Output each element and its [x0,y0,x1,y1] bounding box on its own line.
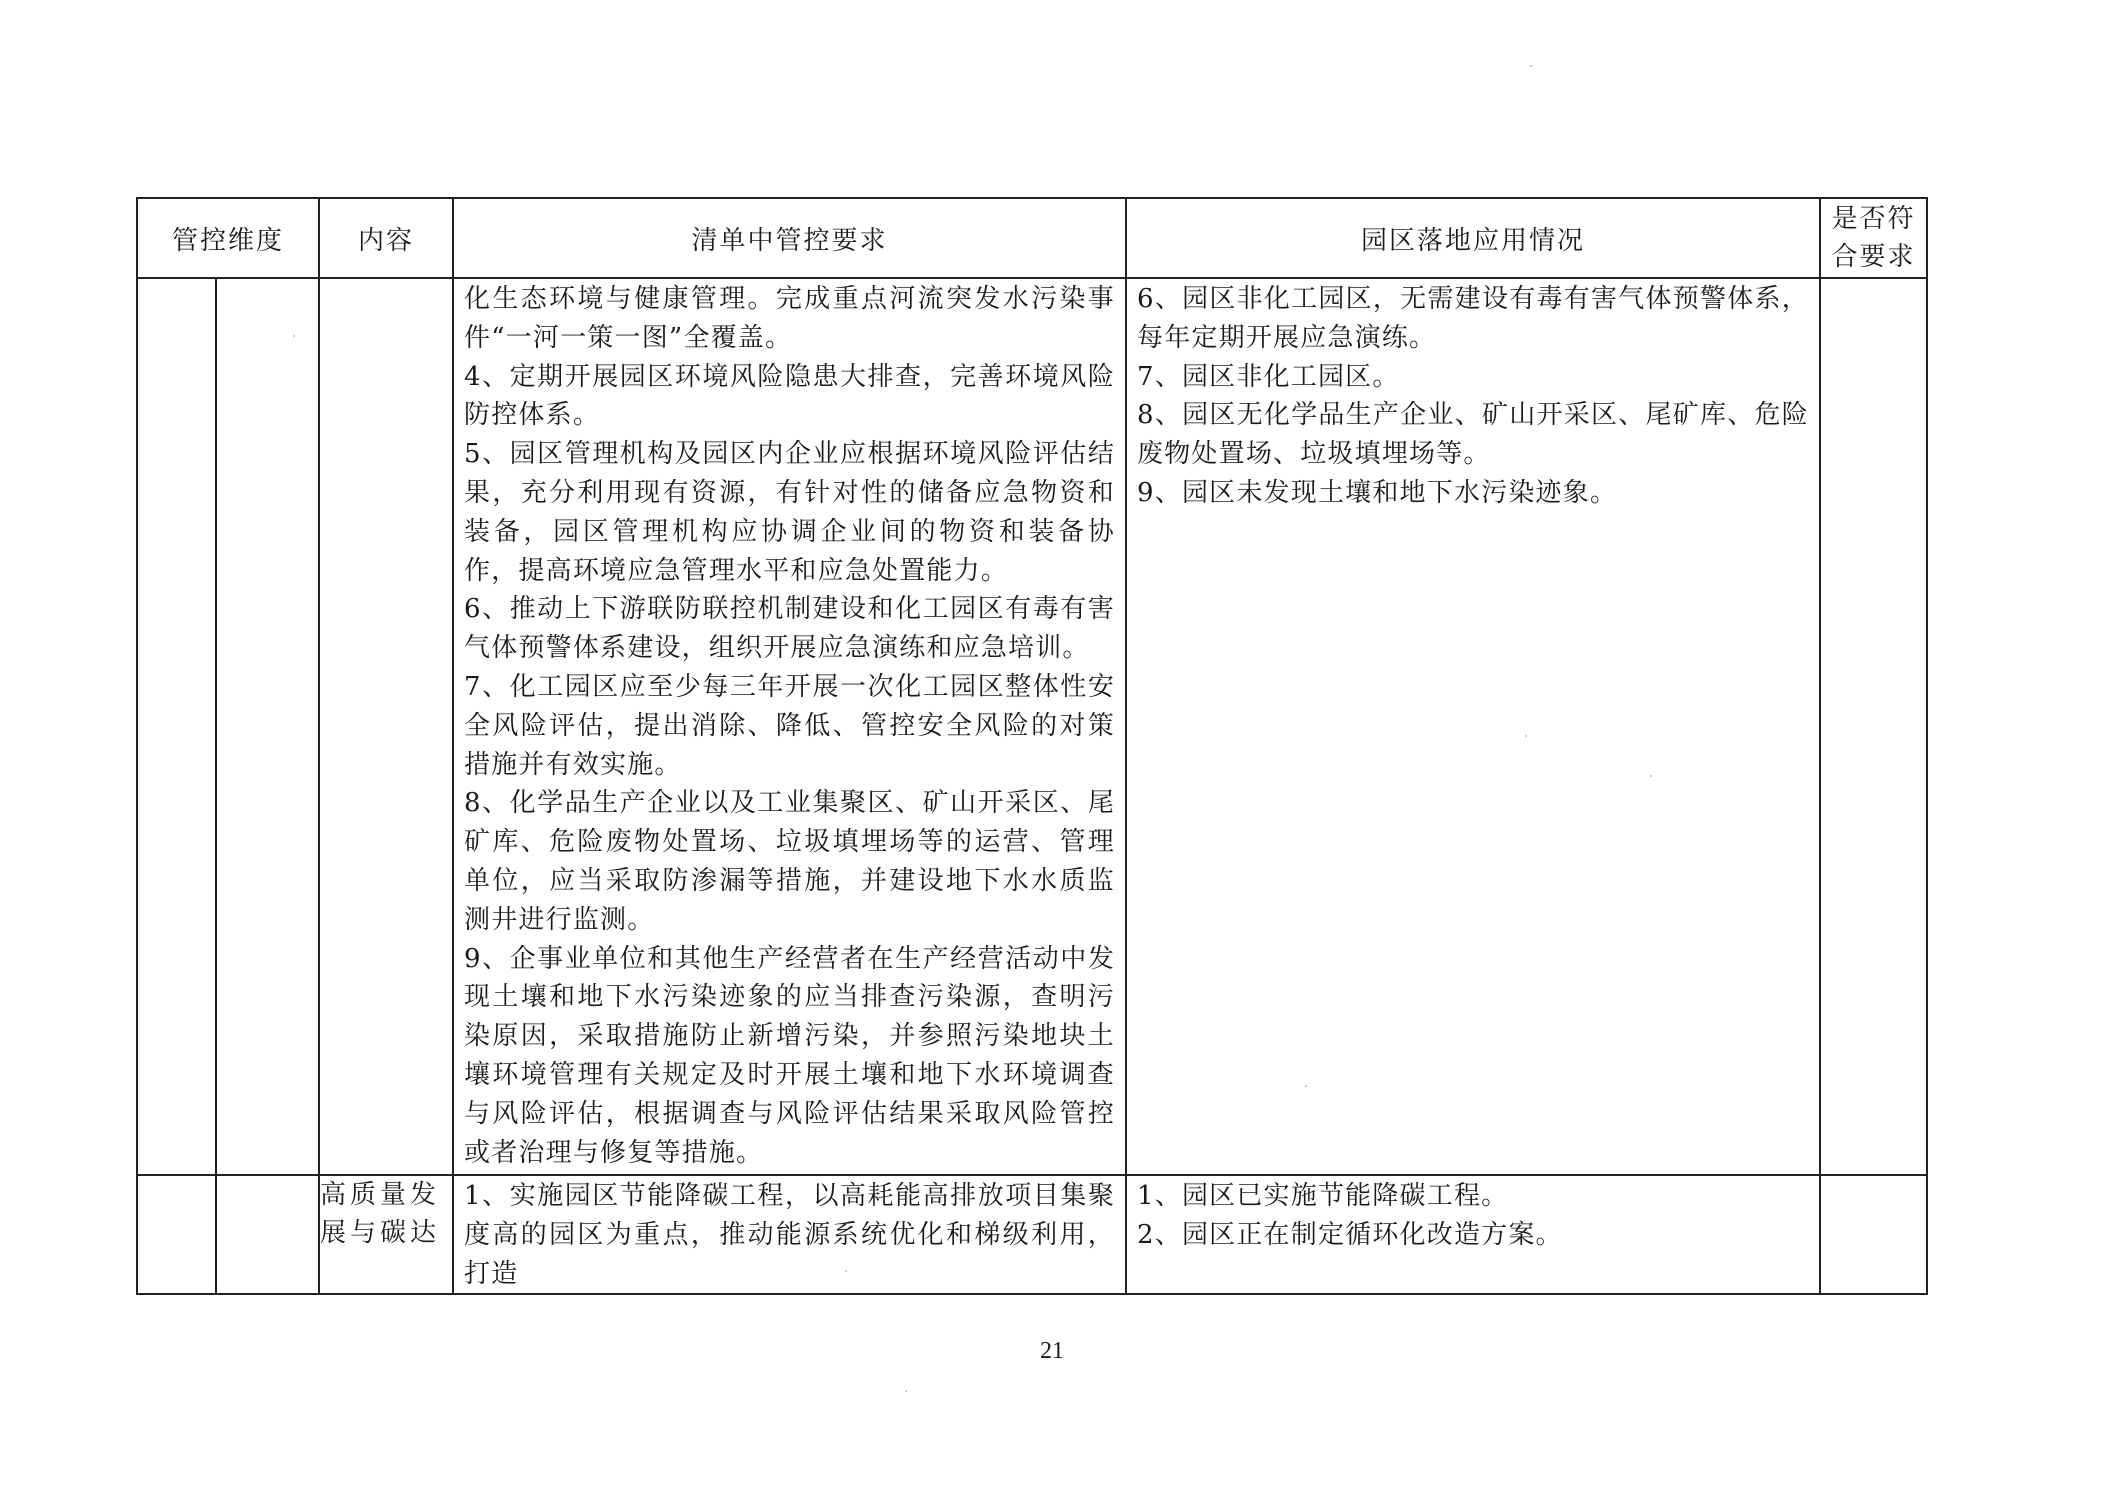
requirements-cell [453,278,1126,1175]
header-content: 内容 [319,198,453,278]
header-application: 园区落地应用情况 [1126,198,1820,278]
scan-speck [1525,735,1527,737]
header-conformity-line2: 合要求 [1831,242,1916,272]
requirement-item: 1、实施园区节能降碳工程，以高耗能高排放项目集聚度高的园区为重点，推动能源系统优化和梯级利用，打造 [464,1181,1116,1289]
requirements-cell [453,1175,1126,1294]
header-dimension: 管控维度 [137,198,319,278]
content-cell: 高质量发展与碳达 [319,1175,453,1294]
content-cell [319,278,453,1175]
requirement-item: 化生态环境与健康管理。完成重点河流突发水污染事件“一河一策一图”全覆盖。 [464,284,1116,353]
header-row [137,198,1927,278]
sub-dimension-cell [216,278,319,1175]
application-item: 8、园区无化学品生产企业、矿山开采区、尾矿库、危险废物处置场、垃圾填埋场等。 [1137,400,1810,470]
header-conformity [1820,198,1927,278]
table-row [137,278,1927,1175]
requirement-item: 4、定期开展园区环境风险隐患大排查，完善环境风险防控体系。 [464,361,1116,431]
dimension-cell [137,1175,216,1294]
scan-speck [905,1390,907,1392]
header-requirements: 清单中管控要求 [453,198,1126,278]
application-item: 2、园区正在制定循环化改造方案。 [1137,1219,1563,1250]
requirement-item: 6、推动上下游联防联控机制建设和化工园区有毒有害气体预警体系建设，组织开展应急演练和应急培训。 [464,594,1116,664]
requirement-item: 9、企事业单位和其他生产经营者在生产经营活动中发现土壤和地下水污染迹象的应当排查污染源，查明污染原因，采取措施防止新增污染，并参照污染地块土壤环境管理有关规定及时开展土壤和地下水环境调查与风险评估，根据调查与风险评估结果采取风险管控或者治理与修复等措施。 [464,943,1116,1168]
scan-speck [1305,1085,1307,1087]
application-item: 9、园区未发现土壤和地下水污染迹象。 [1137,477,1618,508]
application-cell [1126,278,1820,1175]
application-item: 7、园区非化工园区。 [1137,361,1400,392]
requirement-item: 5、园区管理机构及园区内企业应根据环境风险评估结果，充分利用现有资源，有针对性的储备应急物资和装备，园区管理机构应协调企业间的物资和装备协作，提高环境应急管理水平和应急处置能力。 [464,439,1116,586]
scan-speck [1650,775,1652,777]
scan-speck [845,1270,847,1272]
sub-dimension-cell [216,1175,319,1294]
application-cell [1126,1175,1820,1294]
requirement-item: 7、化工园区应至少每三年开展一次化工园区整体性安全风险评估，提出消除、降低、管控安全风险的对策措施并有效实施。 [464,671,1116,780]
requirement-item: 8、化学品生产企业以及工业集聚区、矿山开采区、尾矿库、危险废物处置场、垃圾填埋场等的运营、管理单位，应当采取防渗漏等措施，并建设地下水水质监测井进行监测。 [464,788,1116,935]
dimension-cell [137,278,216,1175]
compliance-table [136,197,1928,1295]
conformity-cell [1820,1175,1927,1294]
table-row [137,1175,1927,1294]
page-number: 21 [1040,1338,1064,1364]
application-item: 6、园区非化工园区，无需建设有毒有害气体预警体系，每年定期开展应急演练。 [1137,284,1810,353]
scan-speck [293,335,295,337]
conformity-cell [1820,278,1927,1175]
header-conformity-line1: 是否符 [1831,204,1916,234]
scan-speck [1530,65,1532,67]
application-item: 1、园区已实施节能降碳工程。 [1137,1181,1509,1211]
